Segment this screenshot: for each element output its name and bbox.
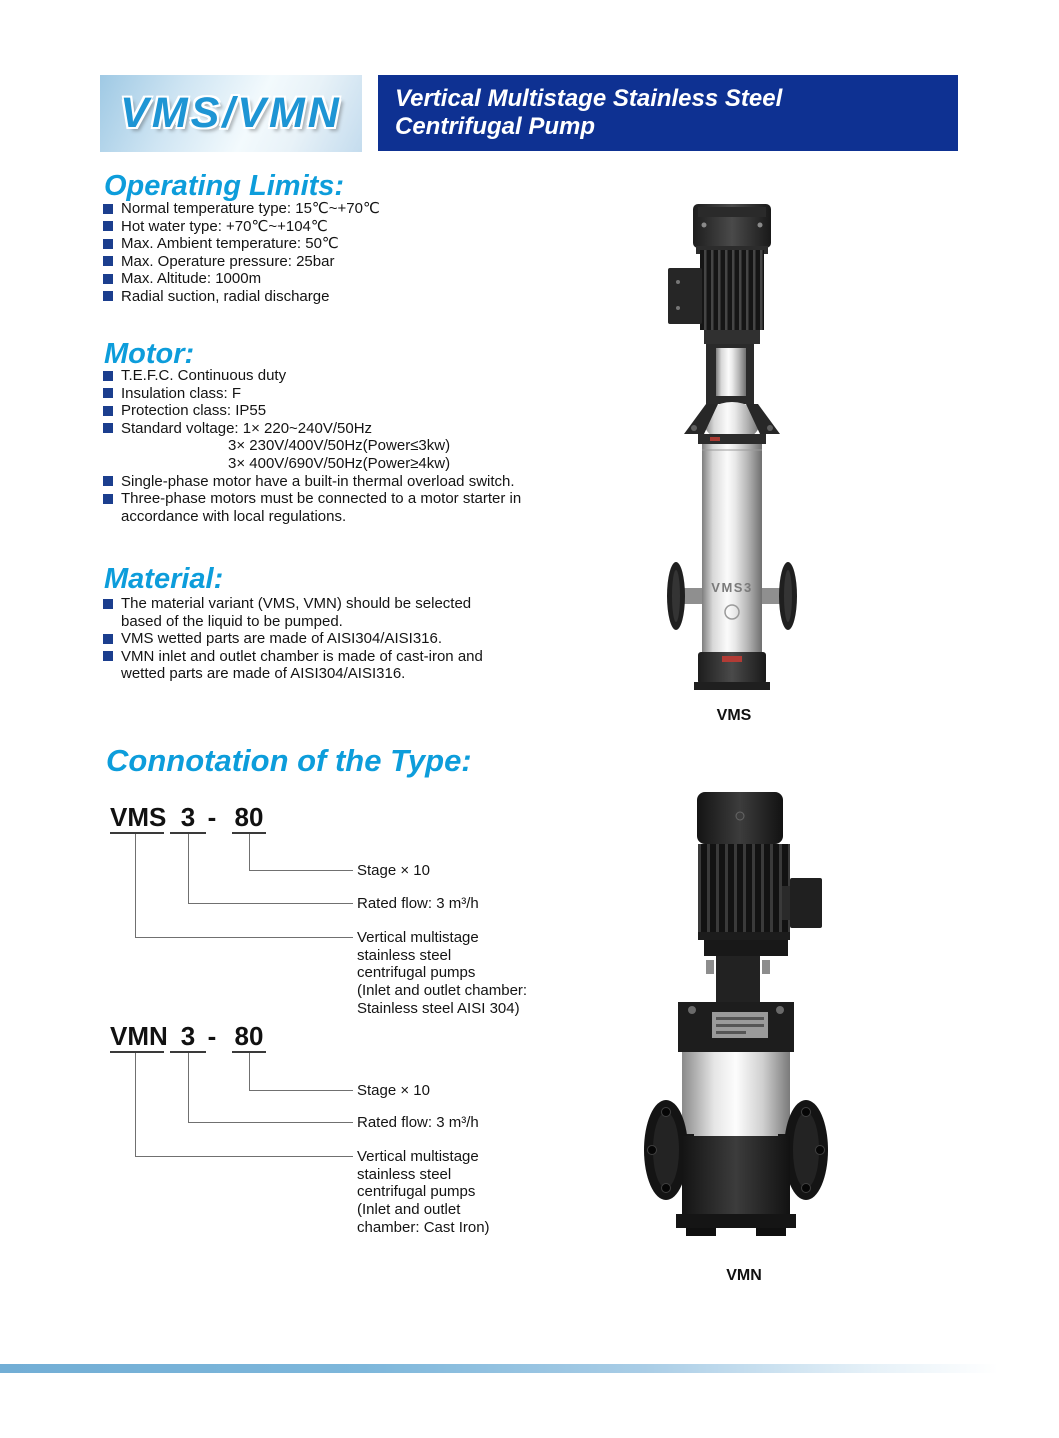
vms-flow-label: Rated flow: 3 m³/h bbox=[357, 895, 479, 912]
list-item-text: T.E.F.C. Continuous duty bbox=[121, 367, 287, 384]
vmn-pump-image bbox=[612, 786, 892, 1251]
vms-code-flow: 3 bbox=[170, 802, 206, 834]
list-item-text: Single-phase motor have a built-in thermal overload switch. bbox=[121, 472, 515, 490]
desc-line: Vertical multistage bbox=[357, 1148, 479, 1165]
vmn-desc-block bbox=[357, 1148, 490, 1237]
vms-code-dash: - bbox=[207, 802, 217, 832]
list-item-text: Three-phase motors must be connected to a motor starter in bbox=[121, 490, 522, 508]
list-item-text: Max. Operature pressure: 25bar bbox=[121, 252, 335, 270]
vms-stage-label: Stage × 10 bbox=[357, 862, 430, 879]
bullet-square-icon bbox=[103, 204, 113, 214]
connector-line bbox=[135, 834, 353, 938]
list-item-text: VMS wetted parts are made of AISI304/AISI316. bbox=[121, 630, 443, 648]
desc-line: (Inlet and outlet bbox=[357, 1201, 461, 1219]
bullet-square-icon bbox=[103, 634, 113, 644]
footer-divider-bar bbox=[0, 1364, 1040, 1373]
list-item-text: VMN inlet and outlet chamber is made of cast-iron and bbox=[121, 647, 483, 665]
bullet-square-icon bbox=[103, 599, 113, 609]
section-title-connotation: Connotation of the Type: bbox=[106, 743, 472, 778]
section-title-operating-limits: Operating Limits: bbox=[104, 170, 345, 202]
list-item bbox=[103, 385, 521, 403]
bullet-square-icon bbox=[103, 651, 113, 661]
logo-box bbox=[100, 75, 362, 152]
section-title-material: Material: bbox=[104, 563, 224, 595]
list-item-text: based of the liquid to be pumped. bbox=[121, 612, 343, 630]
list-item-continuation bbox=[103, 508, 521, 526]
list-item-text: accordance with local regulations. bbox=[121, 507, 347, 525]
vms-pump-image bbox=[658, 198, 898, 698]
list-item bbox=[103, 630, 483, 648]
bullet-square-icon bbox=[103, 256, 113, 266]
bullet-square-icon bbox=[103, 221, 113, 231]
bullet-square-icon bbox=[103, 476, 113, 486]
desc-line: chamber: Cast Iron) bbox=[357, 1218, 490, 1236]
list-item bbox=[103, 648, 483, 666]
desc-line: centrifugal pumps bbox=[357, 964, 476, 982]
list-item bbox=[103, 490, 521, 508]
desc-line: (Inlet and outlet chamber: bbox=[357, 982, 528, 1000]
connector-line bbox=[135, 1053, 353, 1157]
list-item-continuation bbox=[103, 665, 483, 683]
list-item-text: Max. Altitude: 1000m bbox=[121, 270, 262, 288]
vmn-code-series: VMN bbox=[110, 1021, 168, 1051]
vms-image-caption: VMS bbox=[716, 707, 752, 724]
list-item-text: Protection class: IP55 bbox=[121, 402, 267, 420]
list-item-text: Normal temperature type: 15℃~+70℃ bbox=[121, 200, 380, 217]
vmn-code-flow: 3 bbox=[170, 1021, 206, 1053]
pump-sleeve-label: VMS3 bbox=[711, 580, 753, 595]
list-item bbox=[103, 270, 380, 288]
list-item bbox=[103, 595, 483, 613]
desc-line: centrifugal pumps bbox=[357, 1183, 476, 1201]
bullet-square-icon bbox=[103, 274, 113, 284]
page-title-line2: Centrifugal Pump bbox=[395, 113, 596, 140]
list-item-continuation bbox=[103, 437, 521, 455]
motor-list bbox=[103, 367, 521, 525]
vms-code-stage: 80 bbox=[232, 802, 266, 834]
list-item bbox=[103, 402, 521, 420]
list-item-text: Hot water type: +70℃~+104℃ bbox=[121, 217, 328, 235]
page-title-line1: Vertical Multistage Stainless Steel bbox=[395, 85, 783, 112]
vms-code-series: VMS bbox=[110, 802, 167, 832]
bullet-square-icon bbox=[103, 406, 113, 416]
section-title-motor: Motor: bbox=[104, 338, 195, 370]
vmn-code-stage: 80 bbox=[232, 1021, 266, 1053]
list-item-continuation bbox=[103, 613, 483, 631]
bullet-square-icon bbox=[103, 371, 113, 381]
list-item-text: The material variant (VMS, VMN) should be selected bbox=[121, 595, 472, 612]
list-item-continuation bbox=[103, 455, 521, 473]
list-item bbox=[103, 367, 521, 385]
desc-line: stainless steel bbox=[357, 1165, 452, 1183]
list-item-text: Insulation class: F bbox=[121, 384, 242, 402]
vmn-flow-label: Rated flow: 3 m³/h bbox=[357, 1114, 479, 1131]
material-list bbox=[103, 595, 483, 683]
bullet-square-icon bbox=[103, 291, 113, 301]
vmn-stage-label: Stage × 10 bbox=[357, 1082, 430, 1099]
list-item bbox=[103, 420, 521, 438]
list-item bbox=[103, 288, 380, 306]
title-banner bbox=[378, 75, 958, 151]
bullet-square-icon bbox=[103, 388, 113, 398]
desc-line: Vertical multistage bbox=[357, 929, 479, 946]
logo-text: VMS/VMN bbox=[120, 89, 342, 137]
list-item bbox=[103, 235, 380, 253]
vmn-image-caption: VMN bbox=[726, 1267, 762, 1284]
bullet-square-icon bbox=[103, 239, 113, 249]
bullet-square-icon bbox=[103, 494, 113, 504]
list-item-text: 3× 400V/690V/50Hz(Power≥4kw) bbox=[228, 454, 451, 472]
list-item bbox=[103, 253, 380, 271]
desc-line: stainless steel bbox=[357, 946, 452, 964]
vms-desc-block bbox=[357, 929, 527, 1018]
list-item-text: wetted parts are made of AISI304/AISI316. bbox=[121, 665, 406, 683]
list-item bbox=[103, 473, 521, 491]
list-item bbox=[103, 200, 380, 218]
desc-line: Stainless steel AISI 304) bbox=[357, 999, 520, 1017]
bullet-square-icon bbox=[103, 423, 113, 433]
list-item-text: 3× 230V/400V/50Hz(Power≤3kw) bbox=[228, 437, 451, 455]
operating-limits-list bbox=[103, 200, 380, 306]
list-item-text: Standard voltage: 1× 220~240V/50Hz bbox=[121, 419, 373, 437]
list-item-text: Max. Ambient temperature: 50℃ bbox=[121, 235, 339, 253]
list-item bbox=[103, 218, 380, 236]
vmn-code-dash: - bbox=[207, 1021, 217, 1051]
list-item-text: Radial suction, radial discharge bbox=[121, 287, 330, 305]
